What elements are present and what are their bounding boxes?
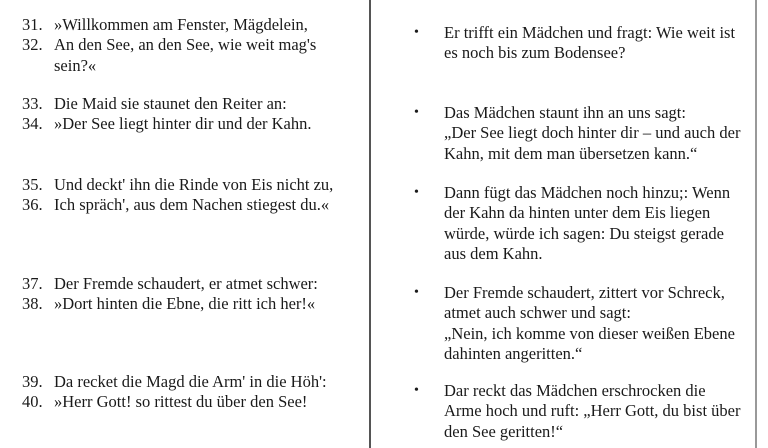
verse-block bbox=[22, 372, 362, 413]
bullet-icon: • bbox=[414, 25, 419, 40]
verse-text: »Herr Gott! so rittest du über den See! bbox=[54, 392, 308, 412]
verse-block bbox=[22, 94, 362, 135]
verse-text: »Dort hinten die Ebne, die ritt ich her!« bbox=[54, 294, 316, 314]
verse-text: »Der See liegt hinter dir und der Kahn. bbox=[54, 114, 312, 134]
line-number: 39. bbox=[22, 372, 43, 391]
paraphrase-line: der Kahn da hinten unter dem Eis liegen bbox=[444, 203, 711, 223]
bullet-icon: • bbox=[414, 383, 419, 398]
verse-line bbox=[22, 195, 362, 215]
paraphrase-list-item bbox=[412, 23, 752, 64]
line-number: 33. bbox=[22, 94, 43, 113]
verse-line bbox=[22, 392, 362, 412]
verse-block bbox=[22, 274, 362, 315]
bullet-icon: • bbox=[414, 185, 419, 200]
paraphrase-text bbox=[444, 103, 740, 164]
line-number: 36. bbox=[22, 195, 43, 215]
line-number: 34. bbox=[22, 114, 43, 134]
line-number: 40. bbox=[22, 392, 43, 412]
verse-text: sein?« bbox=[54, 55, 97, 75]
paraphrase-text bbox=[444, 23, 735, 64]
line-number: 35. bbox=[22, 175, 43, 194]
verse-text: Die Maid sie staunet den Reiter an: bbox=[54, 94, 287, 113]
line-number bbox=[22, 56, 54, 76]
verse-text: Da recket die Magd die Arm' in die Höh': bbox=[54, 372, 327, 391]
paraphrase-line: „Der See liegt doch hinter dir – und auch der bbox=[444, 123, 741, 143]
line-number: 38. bbox=[22, 294, 43, 314]
line-number: 32. bbox=[22, 35, 43, 55]
paraphrase-line: Der Fremde schaudert, zittert vor Schreck, bbox=[444, 283, 725, 302]
verse-line bbox=[22, 175, 362, 195]
paraphrase-line: aus dem Kahn. bbox=[444, 243, 543, 263]
paraphrase-line: Er trifft ein Mädchen und fragt: Wie weit ist bbox=[444, 23, 736, 42]
line-number: 31. bbox=[22, 15, 43, 34]
line-number: 37. bbox=[22, 274, 43, 293]
verse-text: Ich spräch', aus dem Nachen stiegest du.« bbox=[54, 195, 330, 215]
paraphrase-line: würde, würde ich sagen: Du steigst gerade bbox=[444, 223, 724, 243]
paraphrase-line: Kahn, mit dem man übersetzen kann.“ bbox=[444, 143, 698, 163]
paraphrase-list-item bbox=[412, 283, 752, 364]
paraphrase-list-item bbox=[412, 381, 752, 442]
verse-block bbox=[22, 15, 362, 76]
column-divider bbox=[369, 0, 371, 448]
verse-line bbox=[22, 94, 362, 114]
verse-text: An den See, an den See, wie weit mag's bbox=[54, 35, 317, 55]
paraphrase-list-item bbox=[412, 183, 752, 264]
verse-block bbox=[22, 175, 362, 216]
verse-line bbox=[22, 372, 362, 392]
verse-line bbox=[22, 294, 362, 314]
verse-text: Und deckt' ihn die Rinde von Eis nicht zu, bbox=[54, 175, 334, 194]
paraphrase-text bbox=[444, 381, 740, 442]
right-border bbox=[755, 0, 757, 448]
paraphrase-list-item bbox=[412, 103, 752, 164]
verse-line bbox=[22, 15, 362, 35]
paraphrase-line: „Nein, ich komme von dieser weißen Ebene bbox=[444, 323, 735, 343]
paraphrase-line: Dann fügt das Mädchen noch hinzu;: Wenn bbox=[444, 183, 731, 202]
bullet-icon: • bbox=[414, 285, 419, 300]
paraphrase-text bbox=[444, 283, 735, 364]
verse-line bbox=[22, 35, 362, 55]
verse-line bbox=[22, 56, 362, 76]
paraphrase-line: den See geritten!“ bbox=[444, 421, 564, 441]
paraphrase-text bbox=[444, 183, 730, 264]
paraphrase-line: dahinten angeritten.“ bbox=[444, 343, 583, 363]
paraphrase-line: Dar reckt das Mädchen erschrocken die bbox=[444, 381, 706, 400]
bullet-icon: • bbox=[414, 105, 419, 120]
paraphrase-line: Das Mädchen staunt ihn an uns sagt: bbox=[444, 103, 686, 122]
paraphrase-line: Arme hoch und ruft: „Herr Gott, du bist über bbox=[444, 401, 741, 421]
verse-line bbox=[22, 274, 362, 294]
paraphrase-line: es noch bis zum Bodensee? bbox=[444, 43, 626, 63]
paraphrase-line: atmet auch schwer und sagt: bbox=[444, 303, 631, 323]
verse-text: Der Fremde schaudert, er atmet schwer: bbox=[54, 274, 318, 293]
verse-text: »Willkommen am Fenster, Mägdelein, bbox=[54, 15, 308, 34]
verse-line bbox=[22, 114, 362, 134]
